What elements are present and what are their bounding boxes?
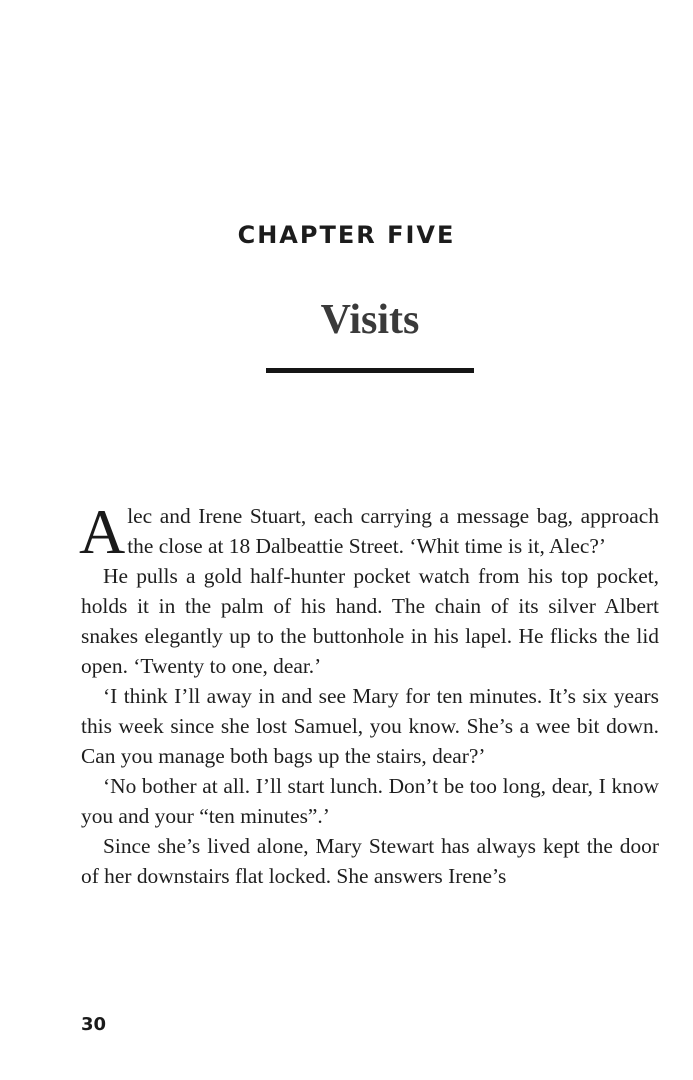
paragraph-text: lec and Irene Stuart, each carrying a message bag, approach the close at 18 Dalbeattie Street. ‘Whit time is it, Alec?’ — [127, 504, 659, 558]
drop-cap: A — [79, 496, 126, 567]
title-rule — [266, 368, 474, 373]
paragraph: Since she’s lived alone, Mary Stewart has always kept the door of her downstairs flat locked. She answers Irene’s — [81, 834, 659, 888]
page-number: 30 — [81, 1014, 107, 1035]
paragraph — [79, 496, 659, 567]
paragraph: ‘No bother at all. I’ll start lunch. Don’t be too long, dear, I know you and your “ten minutes”.’ — [81, 774, 659, 828]
body-text — [79, 496, 659, 891]
chapter-title: Visits — [320, 297, 420, 343]
paragraph: He pulls a gold half-hunter pocket watch from his top pocket, holds it in the palm of his hand. The chain of its silver Albert snakes elegantly up to the buttonhole in his lapel. He flicks the lid open. ‘Twenty to one, dear.’ — [81, 564, 659, 678]
chapter-label: CHAPTER FIVE — [237, 221, 456, 249]
paragraph: ‘I think I’ll away in and see Mary for ten minutes. It’s six years this week since she lost Samuel, you know. She’s a wee bit down. Can you manage both bags up the stairs, dear?’ — [81, 684, 659, 768]
